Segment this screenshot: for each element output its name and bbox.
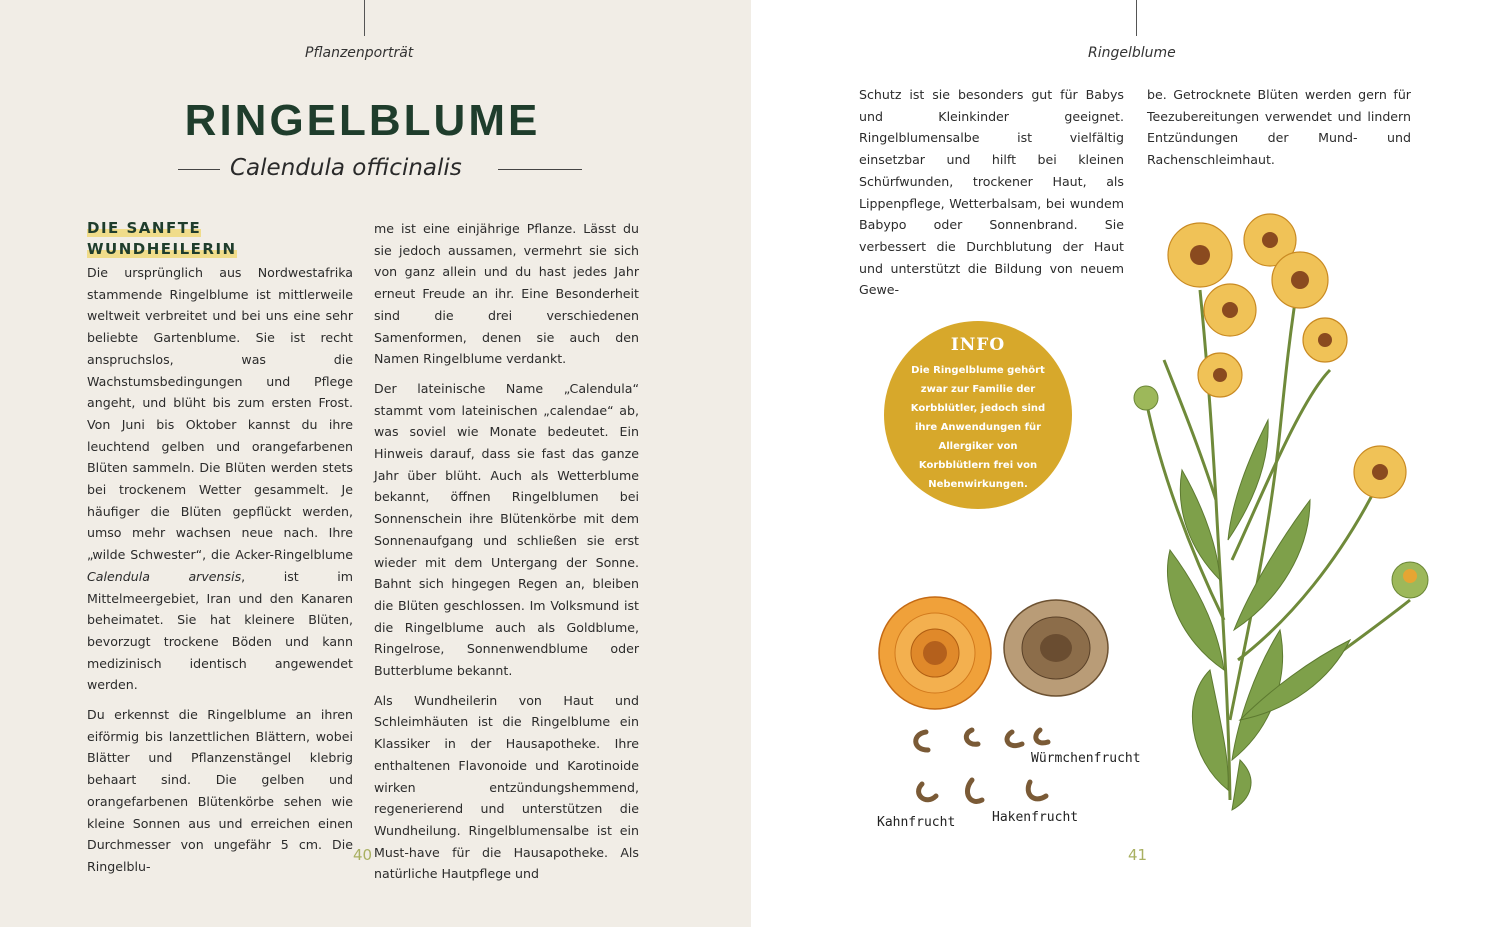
paragraph: Du erkennst die Ringelblume an ihren eiförmig bis lanzettlichen Blättern, wobei Blätter und Pflanzenstängel klebrig behaart sind. Die gelben und orangefarbenen Blütenkörbe sehen wie kleine Sonnen aus und erreichen einen Durchmesser von ungefähr 5 cm. Die Ringelblu- [87, 707, 353, 874]
label-hakenfrucht: Hakenfrucht [992, 810, 1079, 825]
page-number-right: 41 [1128, 846, 1148, 864]
text-column-a [87, 262, 353, 886]
seed-head [1000, 596, 1112, 700]
paragraph-text: Die ursprünglich aus Nordwestafrika stammende Ringelblume ist mittlerweile weltweit verbreitet und bei uns eine sehr beliebte Gartenblume. Sie ist recht anspruchslos, was die Wachstumsbedingungen und Pflege angeht, und blüht bis zum ersten Frost. Von Juni bis Oktober kannst du ihre leuchtend gelben und orangefarbenen Blüten sammeln. Die Blüten werden stets bei trockenem Wetter gesammelt. Je häufiger die Blüten gepflückt werden, umso mehr wachsen neue nach. Ihre „wilde Schwester“, die Acker-Ringelblume [87, 265, 353, 563]
label-kahnfrucht: Kahnfrucht [877, 815, 956, 830]
paragraph: Als Wundheilerin von Haut und Schleimhäuten ist die Ringelblume ein Klassiker in der Hausapotheke. Ihre enthaltenen Flavonoide und Karotinoide wirken entzündungshemmend, regenerierend und unterstützen die Wundheilung. Ringelblumensalbe ist ein Must-have für die Hausapotheke. Als natürliche Hautpflege und [374, 692, 639, 882]
info-title: INFO [950, 335, 1006, 355]
text-column-b [374, 218, 639, 893]
paragraph: be. Getrocknete Blüten werden gern für Teezubereitungen verwendet und lindern Entzündungen der Mund- und Rachenschleimhaut. [1147, 87, 1411, 168]
section-heading-line1: DIE SANFTE [87, 219, 202, 237]
info-box [884, 321, 1072, 509]
subtitle-rule-left [178, 169, 220, 170]
top-rule-right [1136, 0, 1137, 36]
section-heading [87, 218, 237, 260]
text-column-c [859, 84, 1124, 309]
page-title: RINGELBLUME [184, 96, 541, 145]
info-text: Die Ringelblume gehört zwar zur Familie der Korbblütler, jedoch sind ihre Anwendungen für Allergiker von Korbblütlern frei von Nebenwirkungen. [910, 365, 1046, 490]
section-heading-line2: WUNDHEILERIN [87, 240, 237, 258]
paragraph-text: , ist im Mittelmeergebiet, Iran und den Kanaren beheimatet. Sie hat kleinere Blüten, bevorzugt trockene Böden und kann medizinisch identisch angewendet werden. [87, 568, 353, 693]
subtitle-rule-right [498, 169, 582, 170]
text-column-d [1147, 84, 1411, 179]
orange-flower-head [876, 594, 994, 712]
botanical-name: Calendula officinalis [230, 155, 462, 181]
paragraph: Schutz ist sie besonders gut für Babys und Kleinkinder geeignet. Ringelblumensalbe ist vielfältig einsetzbar und hilft bei kleinen Schürfwunden, trockener Haut, als Lippenpflege, Wetterbalsam, bei wundem Babypo oder Sonnenbrand. Sie verbessert die Durchblutung der Haut und unterstützt die Bildung von neuem Gewe- [859, 87, 1124, 298]
top-rule-left [364, 0, 365, 36]
label-wuermchenfrucht: Würmchenfrucht [1031, 751, 1141, 766]
seeds-illustration [900, 722, 1080, 812]
latin-name: Calendula arvensis [87, 568, 242, 584]
subtitle-row [178, 155, 582, 185]
paragraph [87, 262, 353, 696]
calendula-plant-illustration [1120, 200, 1460, 820]
paragraph: me ist eine einjährige Pflanze. Lässt du sie jedoch aussamen, vermehrt sie sich von ganz allein und du hast jedes Jahr erneut Freude an ihr. Eine Besonderheit sind die drei verschiedenen Samenformen, denen sie auch den Namen Ringelblume verdankt. [374, 221, 639, 367]
paragraph: Der lateinische Name „Calendula“ stammt vom lateinischen „calendae“ ab, was soviel wie Monate bedeutet. Ein Hinweis darauf, dass sie fast das ganze Jahr über blüht. Auch als Wetterblume bekannt, öffnen Ringelblumen bei Sonnenschein ihre Blütenkörbe mit dem Sonnenaufgang und schließen sie erst wieder mit dem Untergang der Sonne. Bahnt sich hingegen Regen an, bleiben die Blüten geschlossen. Im Volksmund ist die Ringelblume auch als Goldblume, Ringelrose, Sonnenwendblume oder Butterblume bekannt. [374, 380, 639, 679]
running-head-left: Pflanzenporträt [305, 45, 414, 61]
running-head-right: Ringelblume [1088, 45, 1176, 61]
page-number-left: 40 [353, 846, 373, 864]
